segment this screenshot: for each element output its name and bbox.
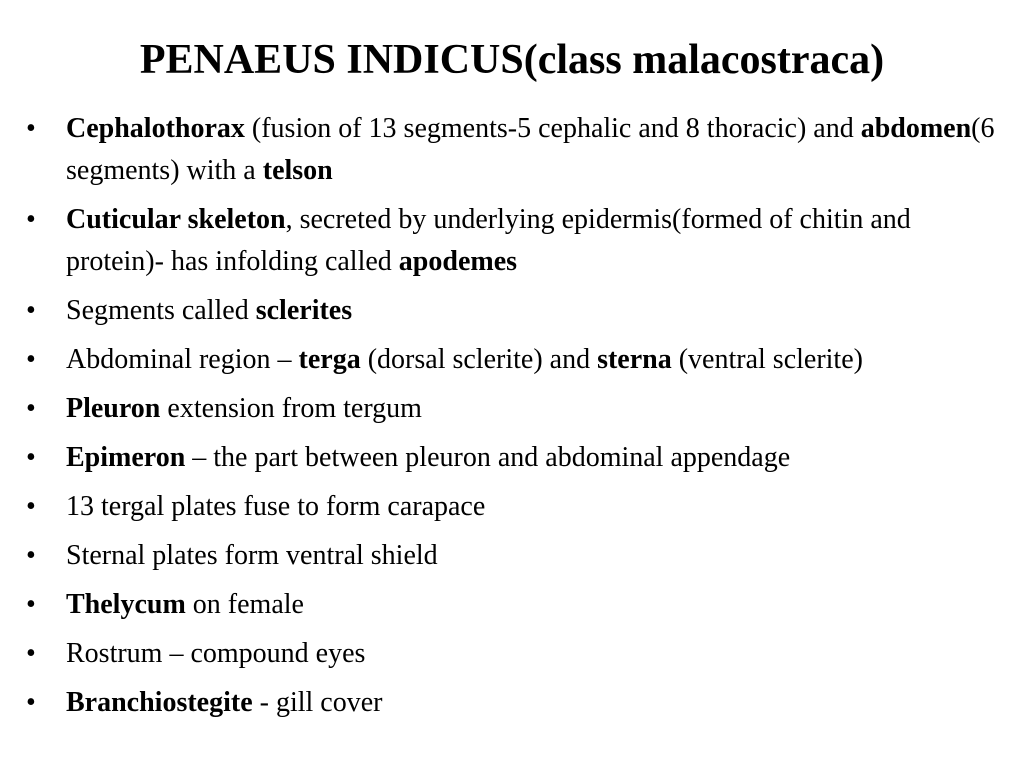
bullet-item [0,682,1000,724]
bullet-item [0,199,1000,283]
bullet-text-bold: Thelycum [66,589,186,620]
bullet-text-bold: telson [262,155,333,186]
bullet-text: , secreted by underlying epidermis(formed of chitin and protein)- has infolding called [66,204,911,277]
bullet-list [0,108,1000,731]
bullet-text: (ventral sclerite) [671,344,863,375]
bullet-text: Segments called [66,295,256,326]
bullet-text-bold: Cephalothorax [66,113,245,144]
bullet-dot-icon: • [26,295,36,326]
bullet-text-bold: sterna [597,344,672,375]
bullet-text: (6 segments) with a [66,113,995,186]
bullet-text-bold: abdomen [860,113,972,144]
bullet-dot-icon: • [26,687,36,718]
bullet-text: Sternal plates form ventral shield [66,540,438,571]
bullet-item [0,290,1000,332]
bullet-item [0,339,1000,381]
bullet-dot-icon: • [26,204,36,235]
bullet-item [0,388,1000,430]
bullet-text-bold: apodemes [398,246,518,277]
bullet-item [0,108,1000,192]
bullet-text-bold: terga [298,344,361,375]
bullet-text-bold: sclerites [255,295,353,326]
bullet-dot-icon: • [26,638,36,669]
bullet-dot-icon: • [26,540,36,571]
bullet-item [0,535,1000,577]
bullet-text: - gill cover [252,687,383,718]
bullet-text: Rostrum – compound eyes [66,638,366,669]
slide-title: PENAEUS INDICUS(class malacostraca) [139,37,885,83]
bullet-text: 13 tergal plates fuse to form carapace [66,491,486,522]
bullet-text: (fusion of 13 segments-5 cephalic and 8 thoracic) and [244,113,861,144]
bullet-text: on female [185,589,304,620]
bullet-item [0,584,1000,626]
bullet-dot-icon: • [26,113,36,144]
bullet-dot-icon: • [26,589,36,620]
bullet-dot-icon: • [26,491,36,522]
bullet-text: Abdominal region – [66,344,299,375]
bullet-text-bold: Epimeron [66,442,186,473]
bullet-text-bold: Cuticular skeleton [66,204,286,235]
bullet-dot-icon: • [26,393,36,424]
bullet-text: (dorsal sclerite) and [360,344,598,375]
bullet-item [0,633,1000,675]
bullet-item [0,437,1000,479]
bullet-dot-icon: • [26,344,36,375]
bullet-text: extension from tergum [160,393,422,424]
bullet-dot-icon: • [26,442,36,473]
bullet-text-bold: Branchiostegite [66,687,253,718]
bullet-text-bold: Pleuron [66,393,161,424]
bullet-item [0,486,1000,528]
bullet-text: – the part between pleuron and abdominal appendage [185,442,791,473]
